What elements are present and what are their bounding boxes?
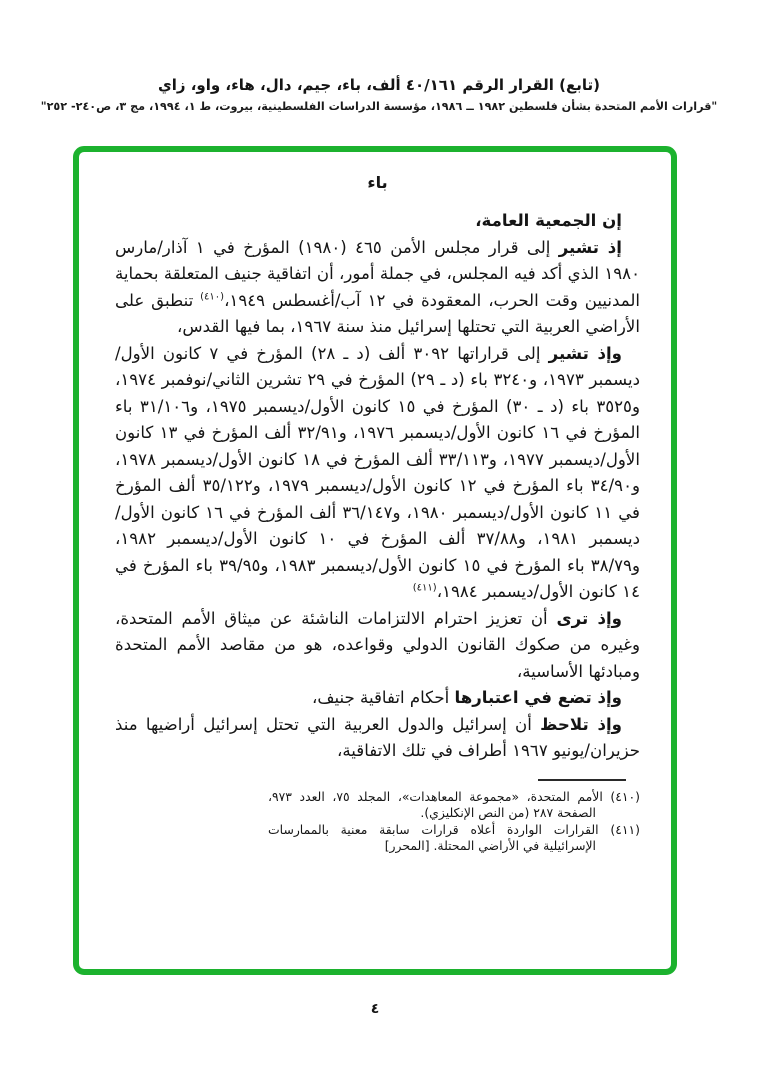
paragraph-lead: وإذ تلاحظ	[540, 714, 622, 734]
document-body	[79, 152, 671, 855]
footnotes	[268, 789, 640, 855]
footnote-410: (٤١٠) الأمم المتحدة، «مجموعة المعاهدات»، المجلد ٧٥، العدد ٩٧٣، الصفحة ٢٨٧ (من النص الإنكليزي).	[268, 788, 640, 820]
header-source-citation: "قرارات الأمم المتحدة بشأن فلسطين ١٩٨٢ ــ ١٩٨٦، مؤسسة الدراسات الفلسطينية، بيروت، ط ١، ١٩٩٤، مج ٣، ص٢٤٠- ٢٥٢"	[40, 100, 718, 113]
section-heading: باء	[367, 173, 388, 192]
document-paragraph	[115, 606, 640, 686]
paragraph-text: أحكام اتفاقية جنيف،	[311, 688, 455, 707]
paragraph-text: أن تعزيز احترام الالتزامات الناشئة عن ميثاق الأمم المتحدة، وغيره من صكوك القانون الدولي وقواعده، هو من مقاصد الأمم المتحدة ومبادئها الأساسية،	[115, 608, 640, 681]
footnote-411: (٤١١) القرارات الواردة أعلاه قرارات سابقة معنية بالممارسات الإسرائيلية في الأراضي المحتلة. [المحرر]	[268, 821, 640, 853]
header-title: (تابع) القرار الرقم ٤٠/١٦١ ألف، باء، جيم، دال، هاء، واو، زاي	[157, 76, 601, 94]
document-paragraph	[115, 685, 640, 712]
document-frame	[73, 146, 677, 975]
opening-text: إن الجمعية العامة،	[475, 211, 622, 230]
footnote-ref-410: (٤١٠)	[200, 290, 225, 302]
opening-line	[115, 208, 640, 235]
document-paragraph	[115, 341, 640, 606]
page-number: ٤	[370, 1001, 380, 1017]
page-header	[0, 0, 758, 114]
paragraph-text: أن إسرائيل والدول العربية التي تحتل إسرائيل أراضيها منذ حزيران/يونيو ١٩٦٧ أطراف في تلك الاتفاقية،	[115, 714, 640, 760]
paragraph-text: إلى قراراتها ٣٠٩٢ ألف (د ـ ٢٨) المؤرخ في ٧ كانون الأول/ديسمبر ١٩٧٣، و٣٢٤٠ باء (د ـ ٢٩) المؤرخ في ٢٩ تشرين الثاني/نوفمبر ١٩٧٤، و٣٥٢٥ باء (د ـ ٣٠) المؤرخ في ١٥ كانون الأول/ديسمبر ١٩٧٥، و٣١/١٠٦ باء المؤرخ في ١٦ كانون الأول/ديسمبر ١٩٧٦، و٣٢/٩١ ألف المؤرخ في ١٣ كانون الأول/ديسمبر ١٩٧٧، و٣٣/١١٣ ألف المؤرخ في ١٨ كانون الأول/ديسمبر ١٩٧٨، و٣٤/٩٠ باء المؤرخ في ١٢ كانون الأول/ديسمبر ١٩٧٩، و٣٥/١٢٢ ألف المؤرخ في ١١ كانون الأول/ديسمبر ١٩٨٠، و٣٦/١٤٧ ألف المؤرخ في ١٦ كانون الأول/ديسمبر ١٩٨١، و٣٧/٨٨ ألف المؤرخ في ١٠ كانون الأول/ديسمبر ١٩٨٢، و٣٨/٧٩ باء المؤرخ في ١٥ كانون الأول/ديسمبر ١٩٨٣، و٣٩/٩٥ باء المؤرخ في ١٤ كانون الأول/ديسمبر ١٩٨٤،	[115, 343, 640, 601]
paragraph-text: إلى قرار مجلس الأمن ٤٦٥ (١٩٨٠) المؤرخ في ١ آذار/مارس ١٩٨٠ الذي أكد فيه المجلس، في جملة أمور، أن اتفاقية جنيف المتعلقة بحماية المدنيين وقت الحرب، المعقودة في ١٢ آب/أغسطس ١٩٤٩،	[115, 237, 641, 310]
paragraph-text: تنطبق على الأراضي العربية التي تحتلها إسرائيل منذ سنة ١٩٦٧، بما فيها القدس،	[115, 290, 640, 336]
footnote-ref-411: (٤١١)	[412, 582, 437, 594]
paragraph-lead: وإذ تضع في اعتبارها	[454, 688, 622, 707]
document-paragraph	[115, 235, 640, 341]
paragraph-lead: وإذ ترى	[556, 608, 623, 628]
footnote-divider	[538, 779, 626, 781]
paragraph-lead: إذ تشير	[558, 237, 622, 257]
document-paragraph	[115, 712, 640, 765]
paragraph-lead: وإذ تشير	[548, 343, 622, 363]
